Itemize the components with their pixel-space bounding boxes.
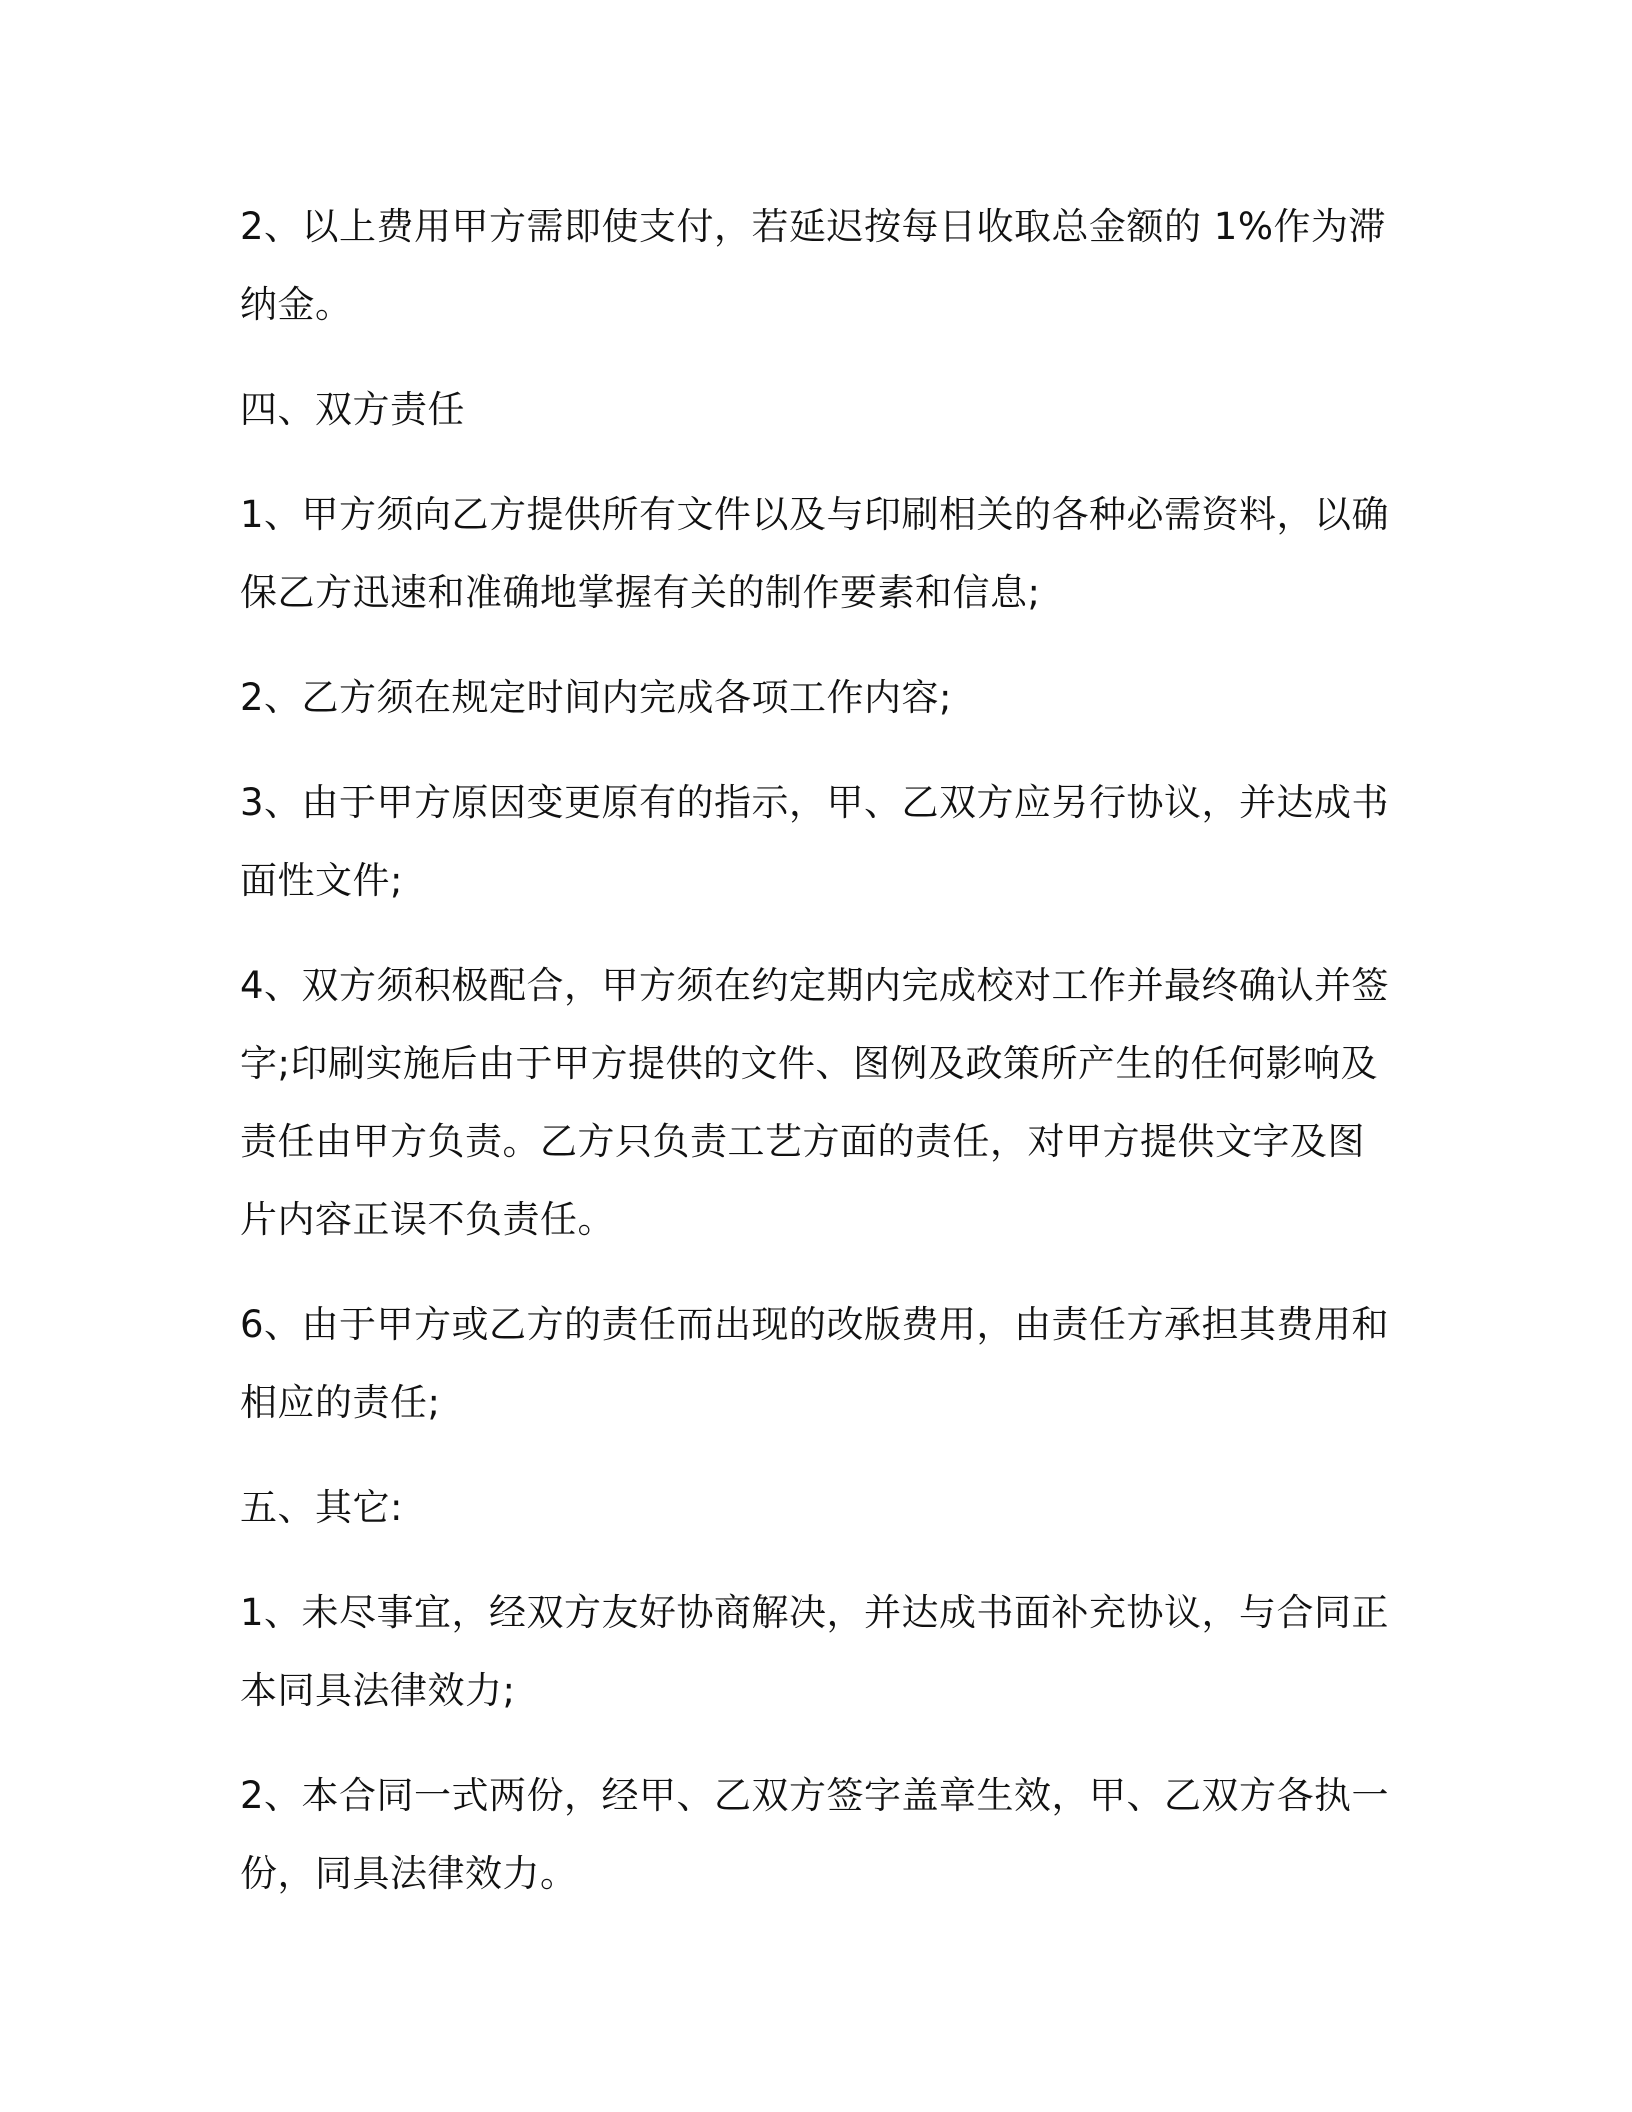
clause-revision-cost: 6、由于甲方或乙方的责任而出现的改版费用，由责任方承担其费用和相应的责任; — [240, 1303, 1390, 1424]
section-heading-responsibilities: 四、双方责任 — [240, 388, 465, 431]
document-body — [240, 188, 1390, 1940]
clause-party-b-deadline: 2、乙方须在规定时间内完成各项工作内容; — [240, 676, 953, 719]
clause-copies-effectiveness: 2、本合同一式两份，经甲、乙双方签字盖章生效，甲、乙双方各执一份，同具法律效力。 — [240, 1774, 1390, 1895]
clause-party-a-materials: 1、甲方须向乙方提供所有文件以及与印刷相关的各种必需资料，以确保乙方迅速和准确地掌握有关的制作要素和信息; — [240, 493, 1390, 614]
clause-late-payment: 2、以上费用甲方需即使支付，若延迟按每日收取总金额的 1%作为滞纳金。 — [240, 205, 1386, 326]
clause-instruction-change: 3、由于甲方原因变更原有的指示，甲、乙双方应另行协议，并达成书面性文件; — [240, 781, 1390, 902]
clause-supplementary-agreement: 1、未尽事宜，经双方友好协商解决，并达成书面补充协议，与合同正本同具法律效力; — [240, 1591, 1390, 1712]
clause-cooperation-proofreading: 4、双方须积极配合，甲方须在约定期内完成校对工作并最终确认并签字;印刷实施后由于甲方提供的文件、图例及政策所产生的任何影响及责任由甲方负责。乙方只负责工艺方面的责任，对甲方提供文字及图片内容正误不负责任。 — [240, 964, 1390, 1241]
section-heading-other: 五、其它: — [240, 1486, 403, 1529]
